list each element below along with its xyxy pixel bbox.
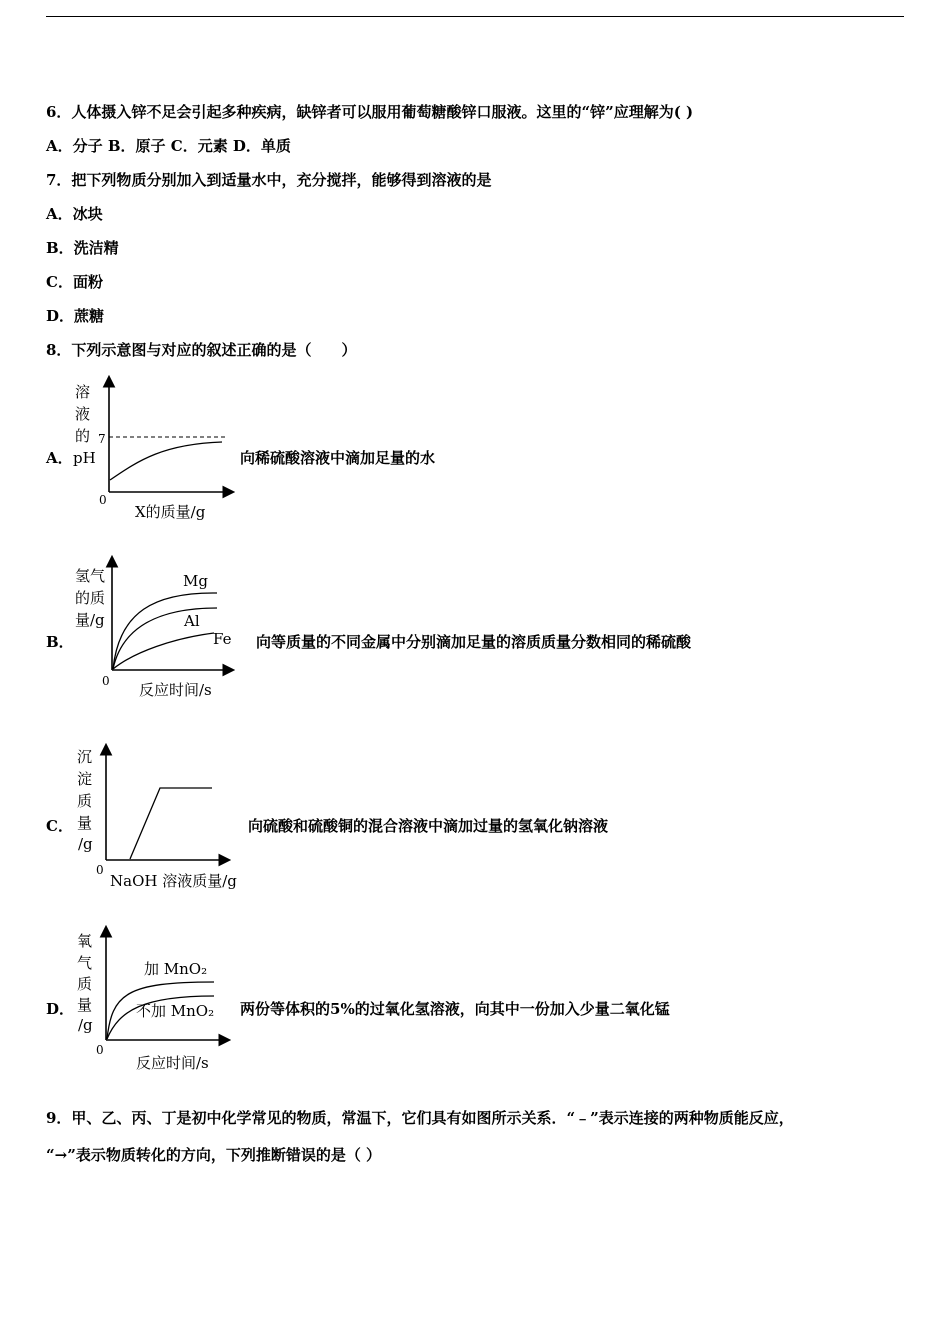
graph-c-ylabel-2: 淀 — [77, 770, 93, 788]
graph-d-ylabel-5: /g — [78, 1016, 93, 1034]
question-8-text: 8．下列示意图与对应的叙述正确的是（ ） — [46, 341, 357, 359]
graph-b — [64, 552, 254, 702]
graph-d-ylabel-4: 量 — [77, 996, 93, 1014]
question-9-line-1: 9．甲、乙、丙、丁是初中化学常见的物质，常温下，它们具有如图所示关系．“﹣”表示连接的两种物质能反应， — [46, 1109, 794, 1127]
graph-c-ylabel-3: 质 — [77, 792, 93, 810]
graph-b-ylabel-2: 的质 — [75, 589, 106, 607]
graph-a-tick-7: 7 — [98, 432, 106, 446]
graph-c-xlabel: NaOH 溶液质量/g — [110, 872, 237, 890]
graph-d — [64, 922, 254, 1074]
question-8-option-d-desc: 两份等体积的5%的过氧化氢溶液，向其中一份加入少量二氧化锰 — [240, 1000, 670, 1018]
question-8-option-d-letter: D． — [46, 1000, 75, 1018]
question-8-option-c-letter: C． — [46, 817, 73, 835]
question-7-text: 7．把下列物质分别加入到适量水中，充分搅拌，能够得到溶液的是 — [46, 171, 492, 189]
graph-a-xlabel: X的质量/g — [135, 503, 206, 521]
graph-d-label-without-mno2: 不加 MnO₂ — [136, 1002, 215, 1020]
question-6-options: A．分子 B．原子 C．元素 D．单质 — [46, 137, 291, 155]
graph-b-label-fe: Fe — [213, 630, 232, 648]
graph-c-line — [130, 788, 212, 859]
graph-d-ylabel-2: 气 — [77, 954, 93, 972]
graph-c-ylabel-1: 沉 — [77, 748, 93, 766]
question-9-line-2: “→”表示物质转化的方向，下列推断错误的是（ ） — [46, 1146, 382, 1164]
graph-a-curve — [110, 442, 222, 480]
graph-c-origin: 0 — [96, 863, 104, 877]
graph-c-ylabel-5: /g — [78, 835, 93, 853]
question-8-option-a-desc: 向稀硫酸溶液中滴加足量的水 — [240, 449, 436, 467]
question-8-option-b-desc: 向等质量的不同金属中分别滴加足量的溶质质量分数相同的稀硫酸 — [256, 633, 692, 651]
graph-b-curve-al — [113, 608, 217, 669]
graph-d-label-with-mno2: 加 MnO₂ — [144, 960, 208, 978]
question-8-option-c-desc: 向硫酸和硫酸铜的混合溶液中滴加过量的氢氧化钠溶液 — [248, 817, 609, 835]
graph-a-ylabel-2: 液 — [75, 405, 91, 423]
graph-c-ylabel-4: 量 — [77, 814, 93, 832]
graph-d-xlabel: 反应时间/s — [136, 1054, 209, 1072]
graph-b-ylabel-1: 氢气 — [75, 567, 106, 585]
graph-b-label-al: Al — [184, 612, 200, 630]
graph-b-label-mg: Mg — [183, 572, 208, 590]
header-rule — [46, 16, 904, 17]
graph-b-ylabel-3: 量/g — [75, 611, 105, 629]
graph-b-curve-mg — [113, 593, 217, 669]
graph-b-origin: 0 — [102, 674, 110, 688]
question-7-option-c: C．面粉 — [46, 273, 103, 291]
graph-b-xlabel: 反应时间/s — [139, 681, 212, 699]
graph-a-ylabel-1: 溶 — [75, 383, 91, 401]
graph-c — [64, 740, 254, 892]
graph-a-ylabel-4: pH — [73, 449, 96, 467]
graph-a-origin: 0 — [99, 493, 107, 507]
question-7-option-a: A．冰块 — [46, 205, 103, 223]
graph-a-ylabel-3: 的 — [75, 427, 91, 445]
question-8-option-a-letter: A． — [46, 449, 73, 467]
graph-d-ylabel-1: 氧 — [77, 932, 93, 950]
question-6-text: 6．人体摄入锌不足会引起多种疾病，缺锌者可以服用葡萄糖酸锌口服液。这里的“锌”应理解为( ) — [46, 103, 694, 121]
graph-d-ylabel-3: 质 — [77, 975, 93, 993]
question-7-option-b: B．洗洁精 — [46, 239, 119, 257]
graph-d-origin: 0 — [96, 1043, 104, 1057]
graph-a — [64, 370, 244, 525]
question-7-option-d: D．蔗糖 — [46, 307, 105, 325]
question-8-option-b-letter: B． — [46, 633, 74, 651]
